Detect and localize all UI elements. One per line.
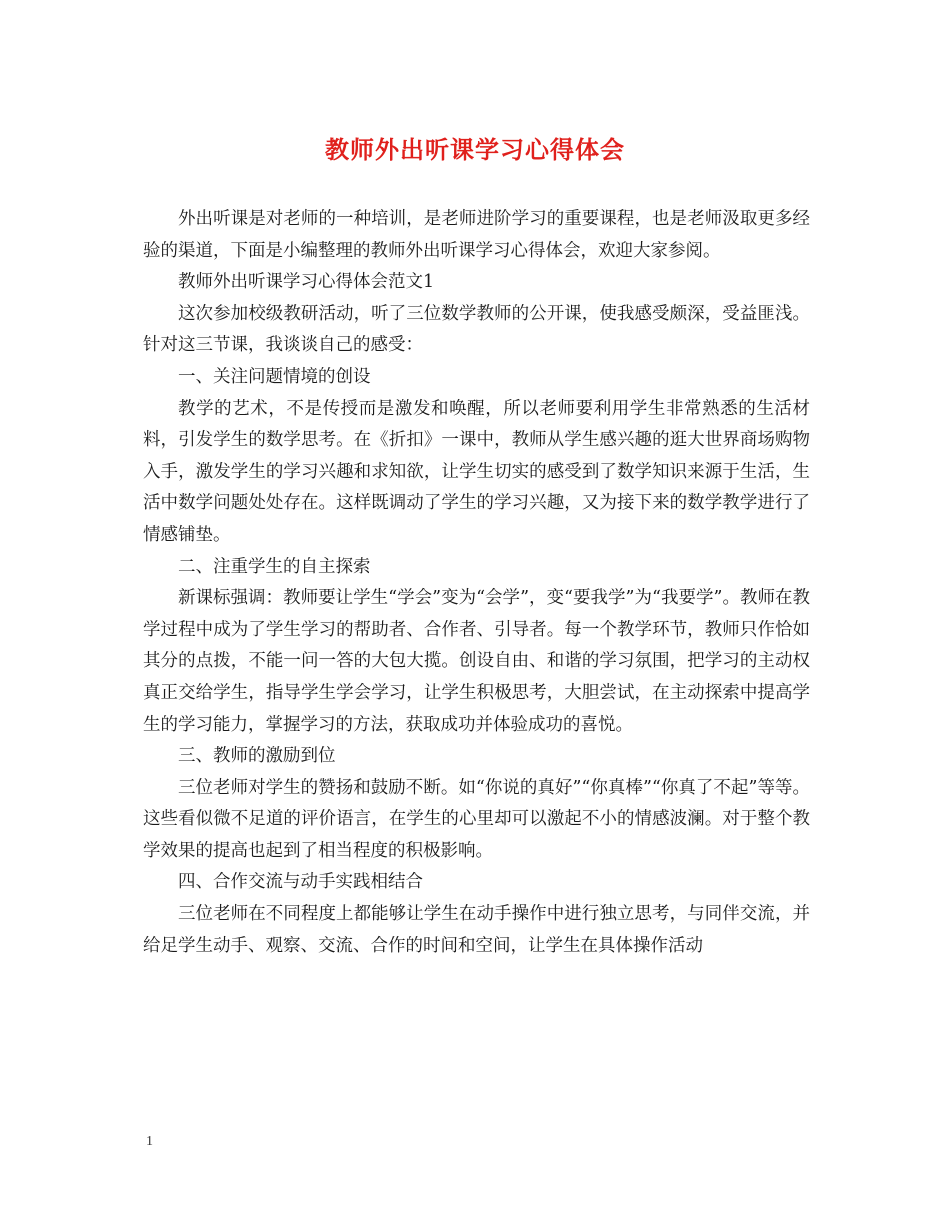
body-paragraph: 这次参加校级教研活动，听了三位数学教师的公开课，使我感受颇深，受益匪浅。针对这三节课，我谈谈自己的感受： — [143, 303, 810, 356]
body-paragraph: 三位老师在不同程度上都能够让学生在动手操作中进行独立思考，与同伴交流，并给足学生动手、观察、交流、合作的时间和空间，让学生在具体操作活动 — [143, 904, 810, 956]
page-number: 1 — [146, 1134, 153, 1149]
body-paragraph: 新课标强调：教师要让学生“学会”变为“会学”，变“要我学”为“我要学”。教师在教学过程中成为了学生学习的帮助者、合作者、引导者。每一个教学环节，教师只作恰如其分的点拨，不能一问一答的大包大揽。创设自由、和谐的学习氛围，把学习的主动权真正交给学生，指导学生学会学习，让学生积极思考，大胆尝试，在主动探索中提高学生的学习能力，掌握学习的方法，获取成功并体验成功的喜悦。 — [143, 588, 810, 735]
section-heading-1: 一、关注问题情境的创设 — [178, 366, 371, 387]
document-body — [143, 204, 810, 962]
document-title: 教师外出听课学习心得体会 — [325, 135, 625, 164]
body-paragraph: 三位老师对学生的赞扬和鼓励不断。如“你说的真好”“你真棒”“你真了不起”等等。这些看似微不足道的评价语言，在学生的心里却可以激起不小的情感波澜。对于整个教学效果的提高也起到了相当程度的积极影响。 — [143, 777, 810, 861]
sample-heading: 教师外出听课学习心得体会范文1 — [178, 272, 435, 293]
body-paragraph: 教学的艺术，不是传授而是激发和唤醒，所以老师要利用学生非常熟悉的生活材料，引发学生的数学思考。在《折扣》一课中，教师从学生感兴趣的逛大世界商场购物入手，激发学生的学习兴趣和求知欲，让学生切实的感受到了数学知识来源于生活，生活中数学问题处处存在。这样既调动了学生的学习兴趣，又为接下来的数学教学进行了情感铺垫。 — [143, 398, 810, 545]
section-heading-4: 四、合作交流与动手实践相结合 — [178, 872, 423, 893]
section-heading-3: 三、教师的激励到位 — [178, 746, 336, 767]
intro-paragraph: 外出听课是对老师的一种培训，是老师进阶学习的重要课程，也是老师汲取更多经验的渠道，下面是小编整理的教师外出听课学习心得体会，欢迎大家参阅。 — [143, 209, 810, 261]
section-heading-2: 二、注重学生的自主探索 — [178, 556, 371, 577]
